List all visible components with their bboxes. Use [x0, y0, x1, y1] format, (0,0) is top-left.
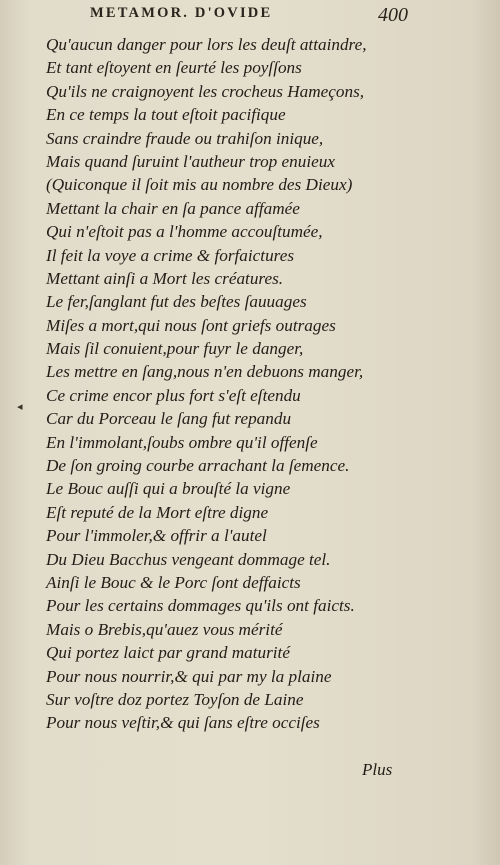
verse-line: En ce temps la tout eſtoit pacifique — [46, 105, 286, 125]
page-number: 400 — [378, 4, 408, 26]
verse-line: Miſes a mort,qui nous ſont griefs outrages — [46, 315, 336, 335]
verse-line: Qu'aucun danger pour lors les deuſt attaindre, — [46, 35, 367, 54]
verse-line: Pour nous veſtir,& qui ſans eſtre occiſes — [46, 713, 320, 733]
verse-line: Pour les certains dommages qu'ils ont faicts. — [46, 596, 355, 616]
verse-line: Eſt reputé de la Mort eſtre digne — [46, 502, 269, 522]
verse-line: Car du Porceau le ſang fut repandu — [46, 409, 292, 429]
verse-line: Qu'ils ne craignoyent les crocheus Hameçons, — [46, 81, 365, 101]
verse-line: Le fer,ſanglant fut des beſtes ſauuages — [46, 292, 307, 312]
verse-block — [46, 33, 486, 735]
verse-line: Mettant la chair en ſa pance affamée — [46, 198, 300, 218]
verse-line: Mettant ainſi a Mort les créatures. — [46, 268, 284, 288]
verse-line: Les mettre en ſang,nous n'en debuons manger, — [46, 362, 364, 382]
verse-line: Il feit la voye a crime & forfaictures — [46, 245, 295, 265]
verse-line: Sur voſtre doz portez Toyſon de Laine — [46, 689, 304, 709]
verse-line: Mais quand ſuruint l'autheur trop enuieux — [46, 151, 335, 171]
page-header — [90, 5, 490, 27]
verse-line: Et tant eſtoyent en ſeurté les poyſſons — [46, 58, 302, 78]
verse-line: Pour l'immoler,& offrir a l'autel — [46, 526, 267, 546]
verse-line: Mais ſil conuient,pour fuyr le danger, — [46, 339, 304, 359]
verse-line: Du Dieu Bacchus vengeant dommage tel. — [46, 549, 331, 569]
verse-line: Qui portez laict par grand maturité — [46, 643, 290, 663]
verse-line: Qui n'eſtoit pas a l'homme accouſtumée, — [46, 222, 323, 242]
verse-line: (Quiconque il ſoit mis au nombre des Dieux) — [46, 175, 353, 195]
verse-line: Sans craindre fraude ou trahiſon inique, — [46, 128, 324, 148]
running-head: METAMOR. D'OVIDE — [90, 5, 273, 21]
verse-line: Ainſi le Bouc & le Porc ſont deffaicts — [46, 572, 301, 592]
verse-line: Pour nous nourrir,& qui par my la plaine — [46, 666, 332, 686]
verse-line: Mais o Brebis,qu'auez vous mérité — [46, 619, 283, 639]
verse-line: Ce crime encor plus fort s'eſt eſtendu — [46, 385, 301, 405]
verse-line: De ſon groing courbe arrachant la ſemence. — [46, 456, 350, 476]
margin-mark: ◂ — [17, 401, 23, 413]
verse-line: En l'immolant,ſoubs ombre qu'il offenſe — [46, 432, 318, 452]
catchword: Plus — [362, 760, 393, 779]
verse-line: Le Bouc auſſi qui a brouſté la vigne — [46, 479, 291, 499]
